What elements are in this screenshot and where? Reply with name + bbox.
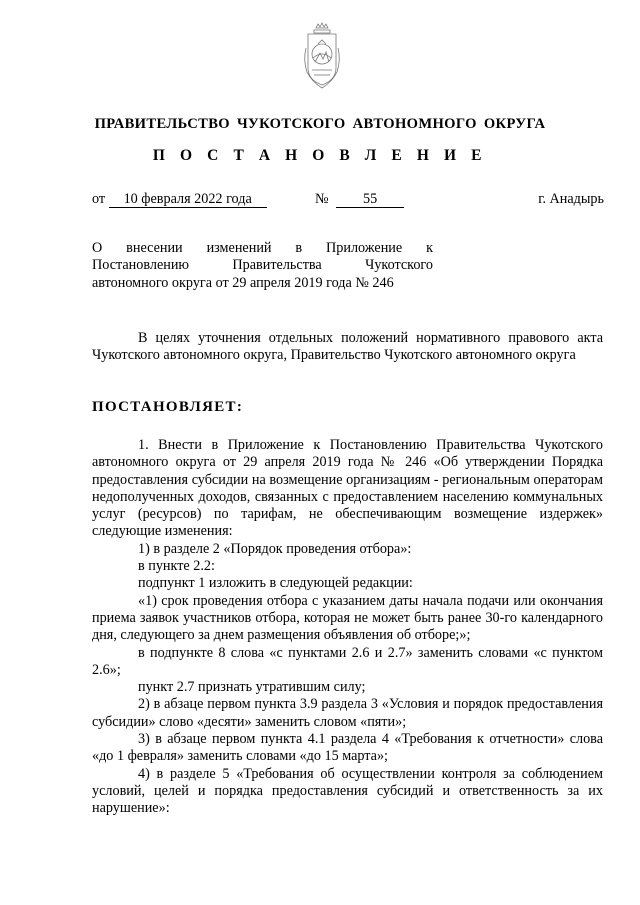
- paragraph: 3) в абзаце первом пункта 4.1 раздела 4 «Требования к отчетности» слова «до 1 февраля» заменить словами «до 15 марта»;: [92, 731, 603, 765]
- paragraph: в подпункте 8 слова «с пунктами 2.6 и 2.7» заменить словами «с пунктом 2.6»;: [92, 644, 603, 678]
- subject-line: автономного округа от 29 апреля 2019 года № 246: [92, 274, 394, 291]
- city: г. Анадырь: [538, 191, 604, 207]
- date-prefix: от: [92, 191, 106, 207]
- paragraph: 1) в разделе 2 «Порядок проведения отбора»:: [138, 540, 412, 557]
- paragraph: 2) в абзаце первом пункта 3.9 раздела 3 «Условия и порядок предоставления субсидии» слово «десяти» заменить словом «пяти»;: [92, 696, 603, 730]
- paragraph: подпункт 1 изложить в следующей редакции:: [138, 575, 413, 592]
- resolution-body: [92, 437, 603, 818]
- government-title: ПРАВИТЕЛЬСТВО ЧУКОТСКОГО АВТОНОМНОГО ОКРУГА: [94, 116, 546, 132]
- document-subject: [92, 240, 433, 292]
- paragraph: 4) в разделе 5 «Требования об осуществлении контроля за соблюдением условий, целей и порядка предоставления субсидий и ответственность за их нарушение»:: [92, 765, 603, 817]
- paragraph: «1) срок проведения отбора с указанием даты начала подачи или окончания приема заявок участников отбора, которая не может быть ранее 30-го календарного дня, следующего за днем размещения объявления об отборе;»;: [92, 592, 603, 644]
- subject-line: Постановлению Правительства Чукотского: [92, 257, 433, 274]
- number-line: [315, 191, 404, 208]
- document-date: 10 февраля 2022 года: [109, 192, 267, 208]
- paragraph: 1. Внести в Приложение к Постановлению Правительства Чукотского автономного округа от 29 апреля 2019 года № 246 «Об утверждении Порядка предоставления субсидии на возмещение организациям - региональным операторам недополученных доходов, связанных с предоставлением населению коммунальных услуг (ресурсов) по тарифам, не обеспечивающим возмещение издержек» следующие изменения:: [92, 437, 603, 540]
- document-type-title: П О С Т А Н О В Л Е Н И Е: [152, 147, 488, 164]
- preamble-block: [92, 330, 603, 365]
- number-sign: №: [315, 191, 329, 207]
- decree-word: ПОСТАНОВЛЯЕТ:: [92, 399, 244, 415]
- paragraph: пункт 2.7 признать утратившим силу;: [138, 679, 366, 696]
- document-number: 55: [336, 192, 404, 208]
- subject-line: О внесении изменений в Приложение к: [92, 240, 433, 256]
- coat-of-arms-emblem-icon: [302, 22, 342, 108]
- preamble: В целях уточнения отдельных положений нормативного правового акта Чукотского автономного округа, Правительство Чукотского автономного округа: [92, 330, 603, 364]
- paragraph: в пункте 2.2:: [138, 558, 215, 575]
- date-line: [92, 191, 267, 208]
